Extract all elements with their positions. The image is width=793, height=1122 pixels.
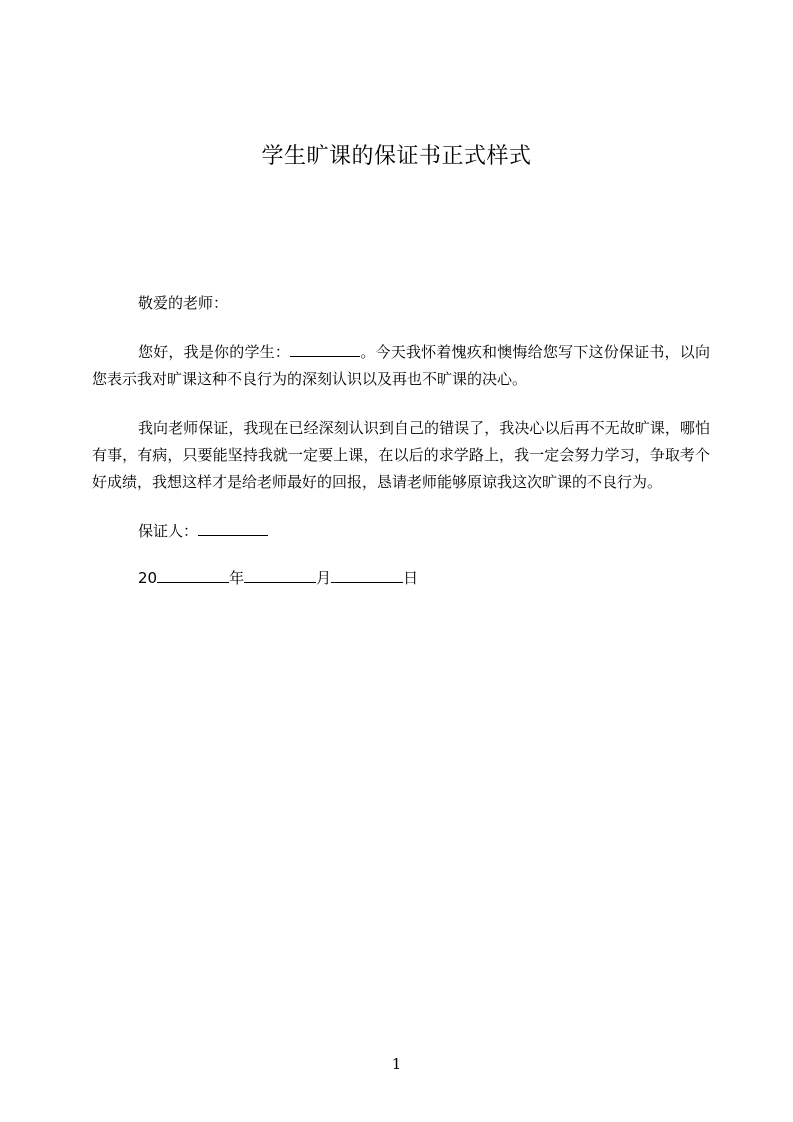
signature-label: 保证人： <box>138 522 199 540</box>
paragraph-intro <box>92 339 710 393</box>
document-body <box>92 290 710 612</box>
salutation: 敬爱的老师： <box>138 294 229 312</box>
day-label: 日 <box>403 569 419 587</box>
date-line <box>92 565 710 592</box>
date-prefix: 20 <box>138 569 158 587</box>
month-blank <box>244 566 316 583</box>
document-title: 学生旷课的保证书正式样式 <box>261 144 532 169</box>
year-blank <box>157 566 229 583</box>
signature-line <box>92 518 710 545</box>
paragraph-intro-rest: 。今天我怀着愧疚和懊悔给您写下这份保证书，以向您表示我对旷课这种不良行为的深刻认识以及再也不旷课的决心。 <box>92 343 710 388</box>
student-name-blank <box>290 340 360 357</box>
day-blank <box>331 566 403 583</box>
page-number: 1 <box>391 1055 402 1073</box>
month-label: 月 <box>316 569 332 587</box>
paragraph-promise: 我向老师保证，我现在已经深刻认识到自己的错误了，我决心以后再不无故旷课，哪怕有事，有病，只要能坚持我就一定要上课，在以后的求学路上，我一定会努力学习，争取考个好成绩，我想这样才是给老师最好的回报，恳请老师能够原谅我这次旷课的不良行为。 <box>92 419 710 491</box>
signature-blank <box>198 519 268 536</box>
year-label: 年 <box>229 569 245 587</box>
paragraph-intro-lead: 您好，我是你的学生： <box>138 343 291 361</box>
